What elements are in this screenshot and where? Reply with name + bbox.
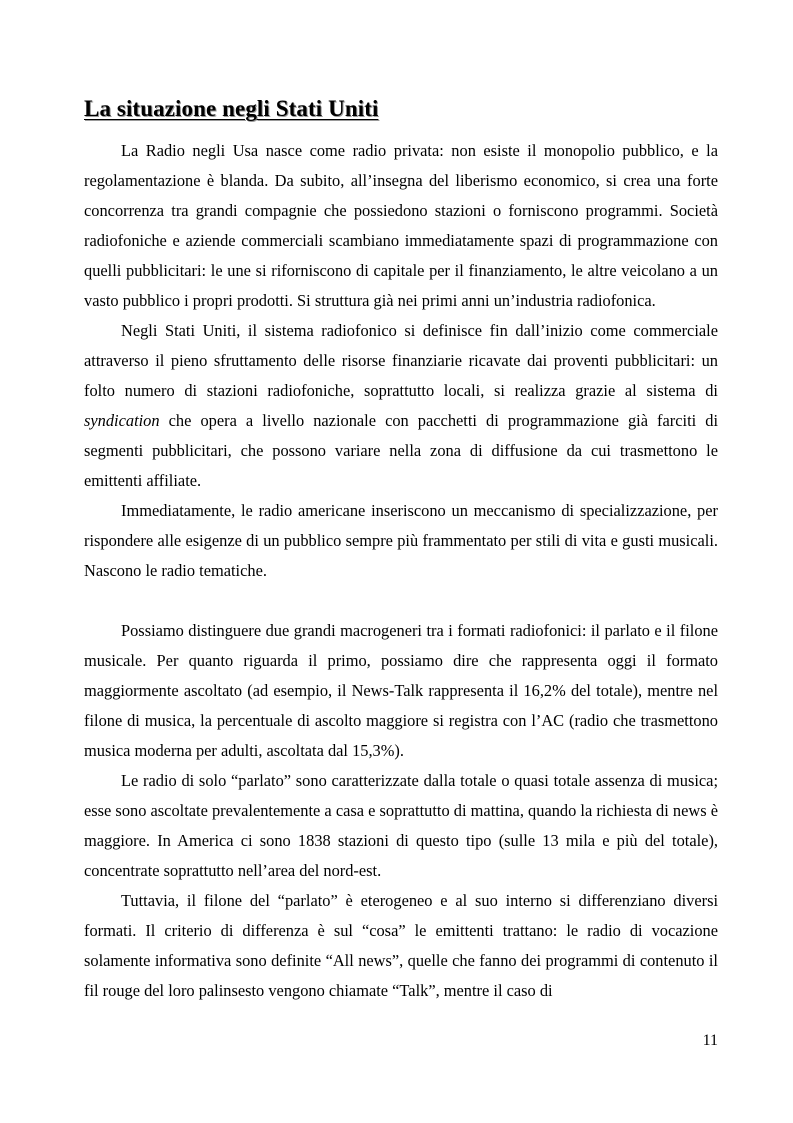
paragraph-5: Le radio di solo “parlato” sono caratterizzate dalla totale o quasi totale assenza di musica; esse sono ascoltate prevalentemente a casa e soprattutto di mattina, quando la richiesta di news è maggiore. In America ci sono 1838 stazioni di questo tipo (sulle 13 mila e più del totale), concentrate soprattutto nell’area del nord-est.	[84, 771, 718, 880]
paragraph-spacer	[84, 586, 718, 616]
page-number: 11	[702, 1032, 718, 1049]
document-page	[84, 92, 718, 1006]
paragraph-2-text-a: Negli Stati Uniti, il sistema radiofonico si definisce fin dall’inizio come commerciale attraverso il pieno sfruttamento delle risorse finanziarie ricavate dai proventi pubblicitari: un folto numero di stazioni radiofoniche, soprattutto locali, si realizza grazie al sistema di	[84, 321, 718, 400]
paragraph-2-text-b: che opera a livello nazionale con pacchetti di programmazione già farciti di segmenti pubblicitari, che possono variare nella zona di diffusione da cui trasmettono le emittenti affiliate.	[84, 411, 718, 490]
syndication-term: syndication	[84, 411, 160, 430]
paragraph-2	[84, 316, 718, 496]
paragraph-3: Immediatamente, le radio americane inseriscono un meccanismo di specializzazione, per rispondere alle esigenze di un pubblico sempre più frammentato per stili di vita e gusti musicali. Nascono le radio tematiche.	[84, 501, 718, 580]
paragraph-4: Possiamo distinguere due grandi macrogeneri tra i formati radiofonici: il parlato e il filone musicale. Per quanto riguarda il primo, possiamo dire che rappresenta oggi il formato maggiormente ascoltato (ad esempio, il News-Talk rappresenta il 16,2% del totale), mentre nel filone di musica, la percentuale di ascolto maggiore si registra con l’AC (radio che trasmettono musica moderna per adulti, ascoltata dal 15,3%).	[84, 621, 718, 760]
section-heading: La situazione negli Stati Uniti	[84, 96, 379, 121]
paragraph-1: La Radio negli Usa nasce come radio privata: non esiste il monopolio pubblico, e la regolamentazione è blanda. Da subito, all’insegna del liberismo economico, si crea una forte concorrenza tra grandi compagnie che possiedono stazioni o forniscono programmi. Società radiofoniche e aziende commerciali scambiano immediatamente spazi di programmazione con quelli pubblicitari: le une si riforniscono di capitale per il finanziamento, le altre veicolano a un vasto pubblico i propri prodotti. Si struttura già nei primi anni un’industria radiofonica.	[84, 141, 718, 310]
paragraph-6: Tuttavia, il filone del “parlato” è eterogeneo e al suo interno si differenziano diversi formati. Il criterio di differenza è sul “cosa” le emittenti trattano: le radio di vocazione solamente informativa sono definite “All news”, quelle che fanno dei programmi di contenuto il fil rouge del loro palinsesto vengono chiamate “Talk”, mentre il caso di	[84, 891, 718, 1000]
